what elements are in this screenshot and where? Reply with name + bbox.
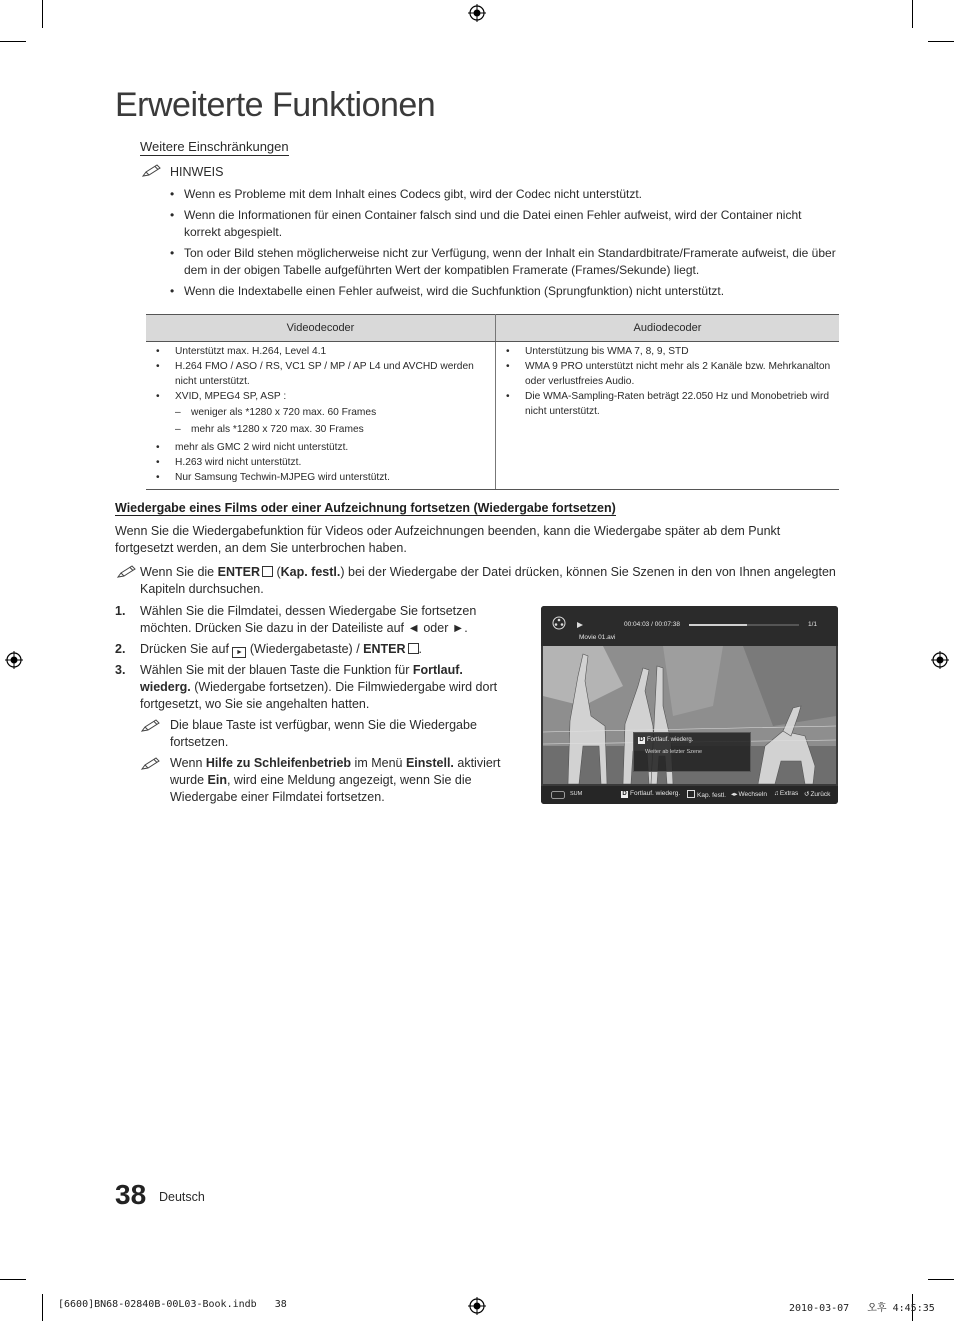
enter-key-icon [262, 566, 273, 577]
list-item: • Die WMA-Sampling-Raten beträgt 22.050 Hz und Monobetrieb wird nicht unterstützt. [502, 389, 835, 419]
list-item: • H.263 wird nicht unterstützt. [152, 455, 491, 470]
return-arrow-icon: ↺ [804, 791, 810, 798]
wechseln-label: Wechseln [738, 791, 767, 798]
note-text: Wenn [170, 756, 206, 770]
d-button-icon: D [622, 791, 627, 797]
list-item: • mehr als GMC 2 wird nicht unterstützt. [152, 440, 491, 455]
d-button-icon: D [639, 737, 644, 743]
resume-label: Fortlauf. wiederg. [630, 790, 681, 797]
list-item: • Unterstützung bis WMA 7, 8, 9, STD [502, 344, 835, 359]
audio-decoder-cell [496, 342, 840, 490]
step-number: 3. [115, 663, 126, 677]
step-note [140, 717, 510, 751]
step-text: Wählen Sie mit der blauen Taste die Funktion für [140, 663, 413, 677]
list-item: • Wenn die Indextabelle einen Fehler aufweist, wird die Suchfunktion (Sprungfunktion) nicht unterstützt. [170, 283, 840, 300]
video-frame [543, 646, 836, 784]
film-reel-icon [552, 616, 566, 630]
print-footer-left: [6600]BN68-02840B-00L03-Book.indb 38 [58, 1299, 287, 1310]
section-intro: Wenn Sie die Wiedergabefunktion für Videos oder Aufzeichnungen beenden, kann die Wiedergabe später ab dem Punkt fortgesetzt werden, an dem Sie unterbrochen haben. [115, 524, 781, 555]
audio-decoder-header: Audiodecoder [496, 315, 840, 342]
list-item: • Nur Samsung Techwin-MJPEG wird unterstützt. [152, 470, 491, 485]
list-item-text: XVID, MPEG4 SP, ASP : [175, 391, 287, 402]
note-text-part: ) bei der Wiedergabe der Datei drücken, können Sie Szenen in den von Ihnen angelegten Kapiteln durchsuchen. [140, 565, 836, 596]
play-symbol: ► [235, 649, 243, 656]
tv-page: 1/1 [808, 621, 818, 628]
step-number: 2. [115, 642, 126, 656]
extras-action[interactable] [774, 790, 798, 797]
step-number: 1. [115, 604, 126, 618]
section-note [115, 564, 840, 598]
enter-key-icon [687, 790, 695, 798]
subsection-title: Weitere Einschränkungen [140, 139, 289, 154]
crop-mark [42, 1294, 43, 1321]
step-text: (Wiedergabe fortsetzen). Die Filmwiedergabe wird dort fortgesetzt, wo Sie sie angehalten hatten. [140, 680, 498, 711]
remote-icon [551, 791, 565, 799]
note-text: aktiviert wurde [170, 756, 501, 787]
list-item: • Ton oder Bild stehen möglicherweise nicht zur Verfügung, wenn der Inhalt ein Standardbitrate/Framerate aufweist, die über dem in der obigen Tabelle aufgeführten Wert der kompatiblen Framerate (Frames/Sekunde) liegt. [170, 245, 840, 279]
resume-popup[interactable] [633, 732, 751, 772]
page-language: Deutsch [159, 1190, 205, 1204]
crop-mark [928, 1279, 954, 1280]
step-text: Wählen Sie die Filmdatei, dessen Wiedergabe Sie fortsetzen möchten. Drücken Sie dazu in der Dateiliste auf ◄ oder ►. [140, 604, 477, 635]
kap-festl-label: Kap. festl. [697, 792, 726, 799]
wechseln-action[interactable] [731, 790, 767, 798]
note-pencil-icon [140, 719, 162, 733]
hinweis-label: HINWEIS [170, 165, 224, 179]
list-item: • Wenn die Informationen für einen Container falsch sind und die Datei einen Fehler aufweist, wird der Container nicht korrekt abgespielt. [170, 207, 840, 241]
note-bold: Einstell. [405, 756, 454, 770]
step-1 [115, 603, 510, 637]
note-bold: Hilfe zu Schleifenbetrieb [205, 756, 352, 770]
tv-time: 00:04:03 / 00:07:38 [624, 621, 681, 628]
popup-title: Fortlauf. wiederg. [647, 737, 694, 743]
registration-mark-icon [468, 4, 486, 22]
step-text: (Wiedergabetaste) / [246, 642, 364, 656]
tv-screen [541, 606, 838, 804]
codec-table [146, 314, 839, 490]
zurueck-action[interactable] [804, 790, 830, 798]
tv-progress-fill [689, 624, 747, 626]
crop-mark [0, 1279, 26, 1280]
tools-icon: ♫ [774, 790, 779, 797]
video-decoder-cell [146, 342, 496, 490]
note-text-part: ( [272, 565, 281, 579]
enter-key-label: ENTER [363, 642, 406, 656]
enter-key-label: ENTER [217, 565, 260, 579]
step-text: . [418, 642, 422, 656]
resume-action[interactable] [621, 790, 680, 798]
sub-list-item: – mehr als *1280 x 720 max. 30 Frames [175, 421, 491, 438]
note-text-part: Wenn Sie die [140, 565, 218, 579]
note-text: , wird eine Meldung angezeigt, wenn Sie die Wiedergabe einer Filmdatei fortsetzen. [170, 773, 472, 804]
step-text: Drücken Sie auf [140, 642, 233, 656]
play-key-icon [232, 647, 246, 658]
note-pencil-icon [116, 565, 138, 579]
note-text: im Menü [351, 756, 406, 770]
extras-label: Extras [779, 790, 799, 797]
list-item: • H.264 FMO / ASO / RS, VC1 SP / MP / AP L4 und AVCHD werden nicht unterstützt. [152, 359, 491, 389]
step-3 [115, 662, 510, 806]
sub-list-item: – weniger als *1280 x 720 max. 60 Frames [175, 404, 491, 421]
crop-mark [0, 41, 26, 42]
left-right-arrows-icon: ◂▸ [731, 791, 738, 798]
crop-mark [912, 0, 913, 28]
registration-mark-icon [5, 651, 23, 669]
chapter-title: Erweiterte Funktionen [115, 86, 436, 124]
note-pencil-icon [140, 757, 162, 771]
registration-mark-icon [468, 1297, 486, 1315]
note-bold: Ein [207, 773, 227, 787]
hinweis-list [170, 186, 840, 304]
step-note [140, 755, 510, 806]
zurueck-label: Zurück [810, 791, 831, 798]
tv-top-bar [541, 606, 838, 646]
popup-subtitle: Weiter ab letzter Szene [645, 749, 703, 755]
tv-progress-track [689, 624, 799, 626]
note-text: Die blaue Taste ist verfügbar, wenn Sie die Wiedergabe fortsetzen. [170, 718, 477, 749]
note-text [140, 564, 840, 598]
print-footer-right: 2010-03-07 오후 4:45:35 [789, 1303, 935, 1314]
kap-festl-action[interactable] [687, 790, 726, 799]
popup-title-row [638, 737, 693, 744]
tv-bottom-bar [541, 786, 838, 804]
sum-label: SUM [570, 791, 583, 797]
enter-key-icon [408, 643, 419, 654]
kap-festl-label: Kap. festl. [280, 565, 341, 579]
list-item: • Wenn es Probleme mit dem Inhalt eines Codecs gibt, wird der Codec nicht unterstützt. [170, 186, 840, 203]
section-title: Wiedergabe eines Films oder einer Aufzeichnung fortsetzen (Wiedergabe fortsetzen) [115, 501, 616, 515]
step-2 [115, 641, 510, 658]
steps-list [115, 603, 510, 810]
play-icon [577, 622, 583, 628]
list-item: • WMA 9 PRO unterstützt nicht mehr als 2 Kanäle bzw. Mehrkanalton oder verlustfreies Audio. [502, 359, 835, 389]
fortlauf-label: Fortlauf. wiederg. [140, 663, 463, 694]
registration-mark-icon [931, 651, 949, 669]
list-item [152, 389, 491, 438]
crop-mark [42, 0, 43, 28]
tv-filename: Movie 01.avi [579, 634, 616, 641]
list-item: • Unterstützt max. H.264, Level 4.1 [152, 344, 491, 359]
page-number: 38 [115, 1179, 147, 1210]
video-decoder-header: Videodecoder [146, 315, 496, 342]
crop-mark [928, 41, 954, 42]
note-pencil-icon [141, 164, 163, 178]
